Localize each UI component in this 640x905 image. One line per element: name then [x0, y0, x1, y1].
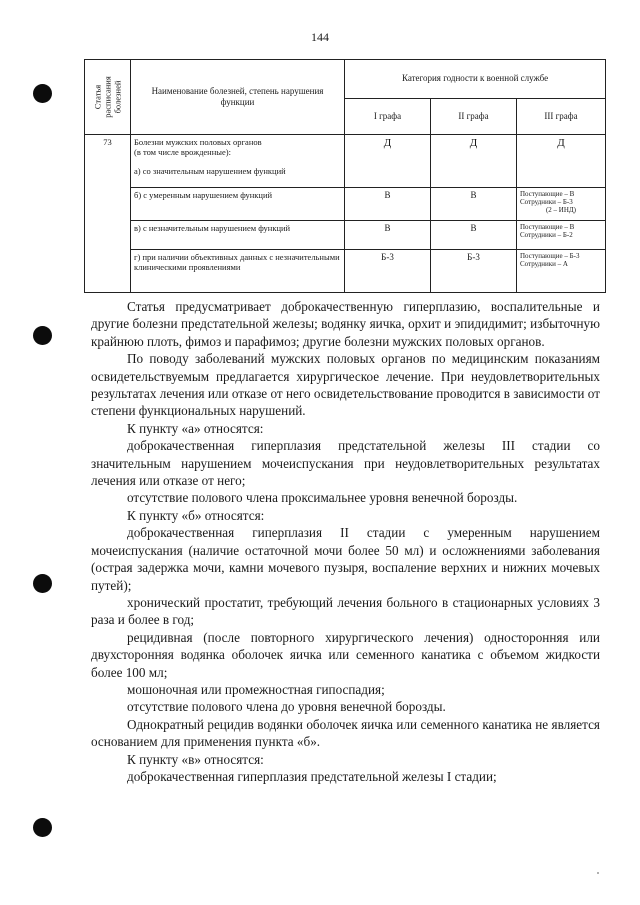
header-col-1: I графа: [345, 98, 431, 134]
article-body: [91, 298, 600, 785]
paragraph: По поводу заболеваний мужских половых органов по медицинским показаниям освидетельствуемым предлагается хирургическое лечение. При неудовлетворительных результатах лечения или отказе от него освидетельствование проводится в зависимости от степени функциональных нарушений.: [91, 351, 600, 419]
paragraph: К пункту «б» относятся:: [127, 507, 265, 523]
header-col-3: III графа: [517, 98, 606, 134]
binder-hole-1: [33, 84, 52, 103]
paragraph: мошоночная или промежностная гипоспадия;: [127, 681, 385, 697]
row-b-name: б) с умеренным нарушением функций: [131, 188, 345, 221]
paragraph: рецидивная (после повторного хирургического лечения) односторонняя или двухсторонняя водянка оболочек яичка или семенного канатика с объемом жидкости более 100 мл;: [91, 629, 600, 680]
header-category: Категория годности к военной службе: [345, 60, 606, 99]
paragraph: доброкачественная гиперплазия II стадии с умеренным нарушением мочеиспускания (наличие остаточной мочи более 50 мл) и осложнениями заболевания (острая задержка мочи, камни мочевого пузыря, воспаление верхних и нижних мочевых путей);: [91, 525, 600, 593]
table-row: [85, 221, 606, 250]
row-b-col-3: Поступающие – В Сотрудники – Б-3 (2 – ИНД): [517, 188, 606, 221]
row-d-name: г) при наличии объективных данных с незначительными клиническими проявлениями: [131, 250, 345, 293]
paragraph: Однократный рецидив водянки оболочек яичка или семенного канатика не является основанием для применения пункта «б».: [91, 716, 600, 750]
row-title: Болезни мужских половых органов: [134, 137, 262, 147]
row-a-col-3: Д: [517, 135, 606, 188]
page-number: 144: [311, 30, 329, 44]
row-a-col-1: Д: [345, 135, 431, 188]
row-title-sub: (в том числе врожденные):: [134, 147, 231, 158]
scan-speck: [597, 872, 599, 874]
row-d-col-3: Поступающие – Б-3 Сотрудники – А: [517, 250, 606, 293]
article-number: 73: [85, 135, 131, 293]
header-article: Статья расписания болезней: [85, 60, 131, 135]
table-row: [85, 135, 606, 188]
binder-hole-2: [33, 326, 52, 345]
header-disease-name: Наименование болезней, степень нарушения функции: [131, 60, 345, 135]
table-row: [85, 250, 606, 293]
header-col-2: II графа: [431, 98, 517, 134]
paragraph: К пункту «а» относятся:: [127, 420, 264, 436]
row-d-col-2: Б-3: [431, 250, 517, 293]
paragraph: отсутствие полового члена до уровня венечной борозды.: [127, 699, 446, 715]
paragraph: отсутствие полового члена проксимальнее уровня венечной борозды.: [127, 490, 518, 506]
binder-hole-3: [33, 574, 52, 593]
row-c-col-1: В: [345, 221, 431, 250]
row-c-col-2: В: [431, 221, 517, 250]
row-b-col-1: В: [345, 188, 431, 221]
row-a-name: а) со значительным нарушением функций: [134, 166, 286, 177]
row-a-col-2: Д: [431, 135, 517, 188]
fitness-category-table: [84, 59, 606, 293]
paragraph: доброкачественная гиперплазия предстательной железы III стадии со значительным нарушением мочеиспускания при неудовлетворительных результатах лечения или отказе от него;: [91, 438, 600, 489]
paragraph: доброкачественная гиперплазия предстательной железы I стадии;: [127, 768, 497, 784]
paragraph: хронический простатит, требующий лечения больного в стационарных условиях 3 раза и более в год;: [91, 594, 600, 628]
row-c-name: в) с незначительным нарушением функций: [131, 221, 345, 250]
row-d-col-1: Б-3: [345, 250, 431, 293]
table-row: [85, 188, 606, 221]
paragraph: К пункту «в» относятся:: [127, 751, 264, 767]
binder-hole-4: [33, 818, 52, 837]
paragraph: Статья предусматривает доброкачественную гиперплазию, воспалительные и другие болезни предстательной железы; водянку яичка, орхит и эпидидимит; избыточную крайнюю плоть, фимоз и парафимоз; другие болезни мужских половых органов.: [91, 299, 600, 349]
row-c-col-3: Поступающие – В Сотрудники – Б-2: [517, 221, 606, 250]
row-b-col-2: В: [431, 188, 517, 221]
